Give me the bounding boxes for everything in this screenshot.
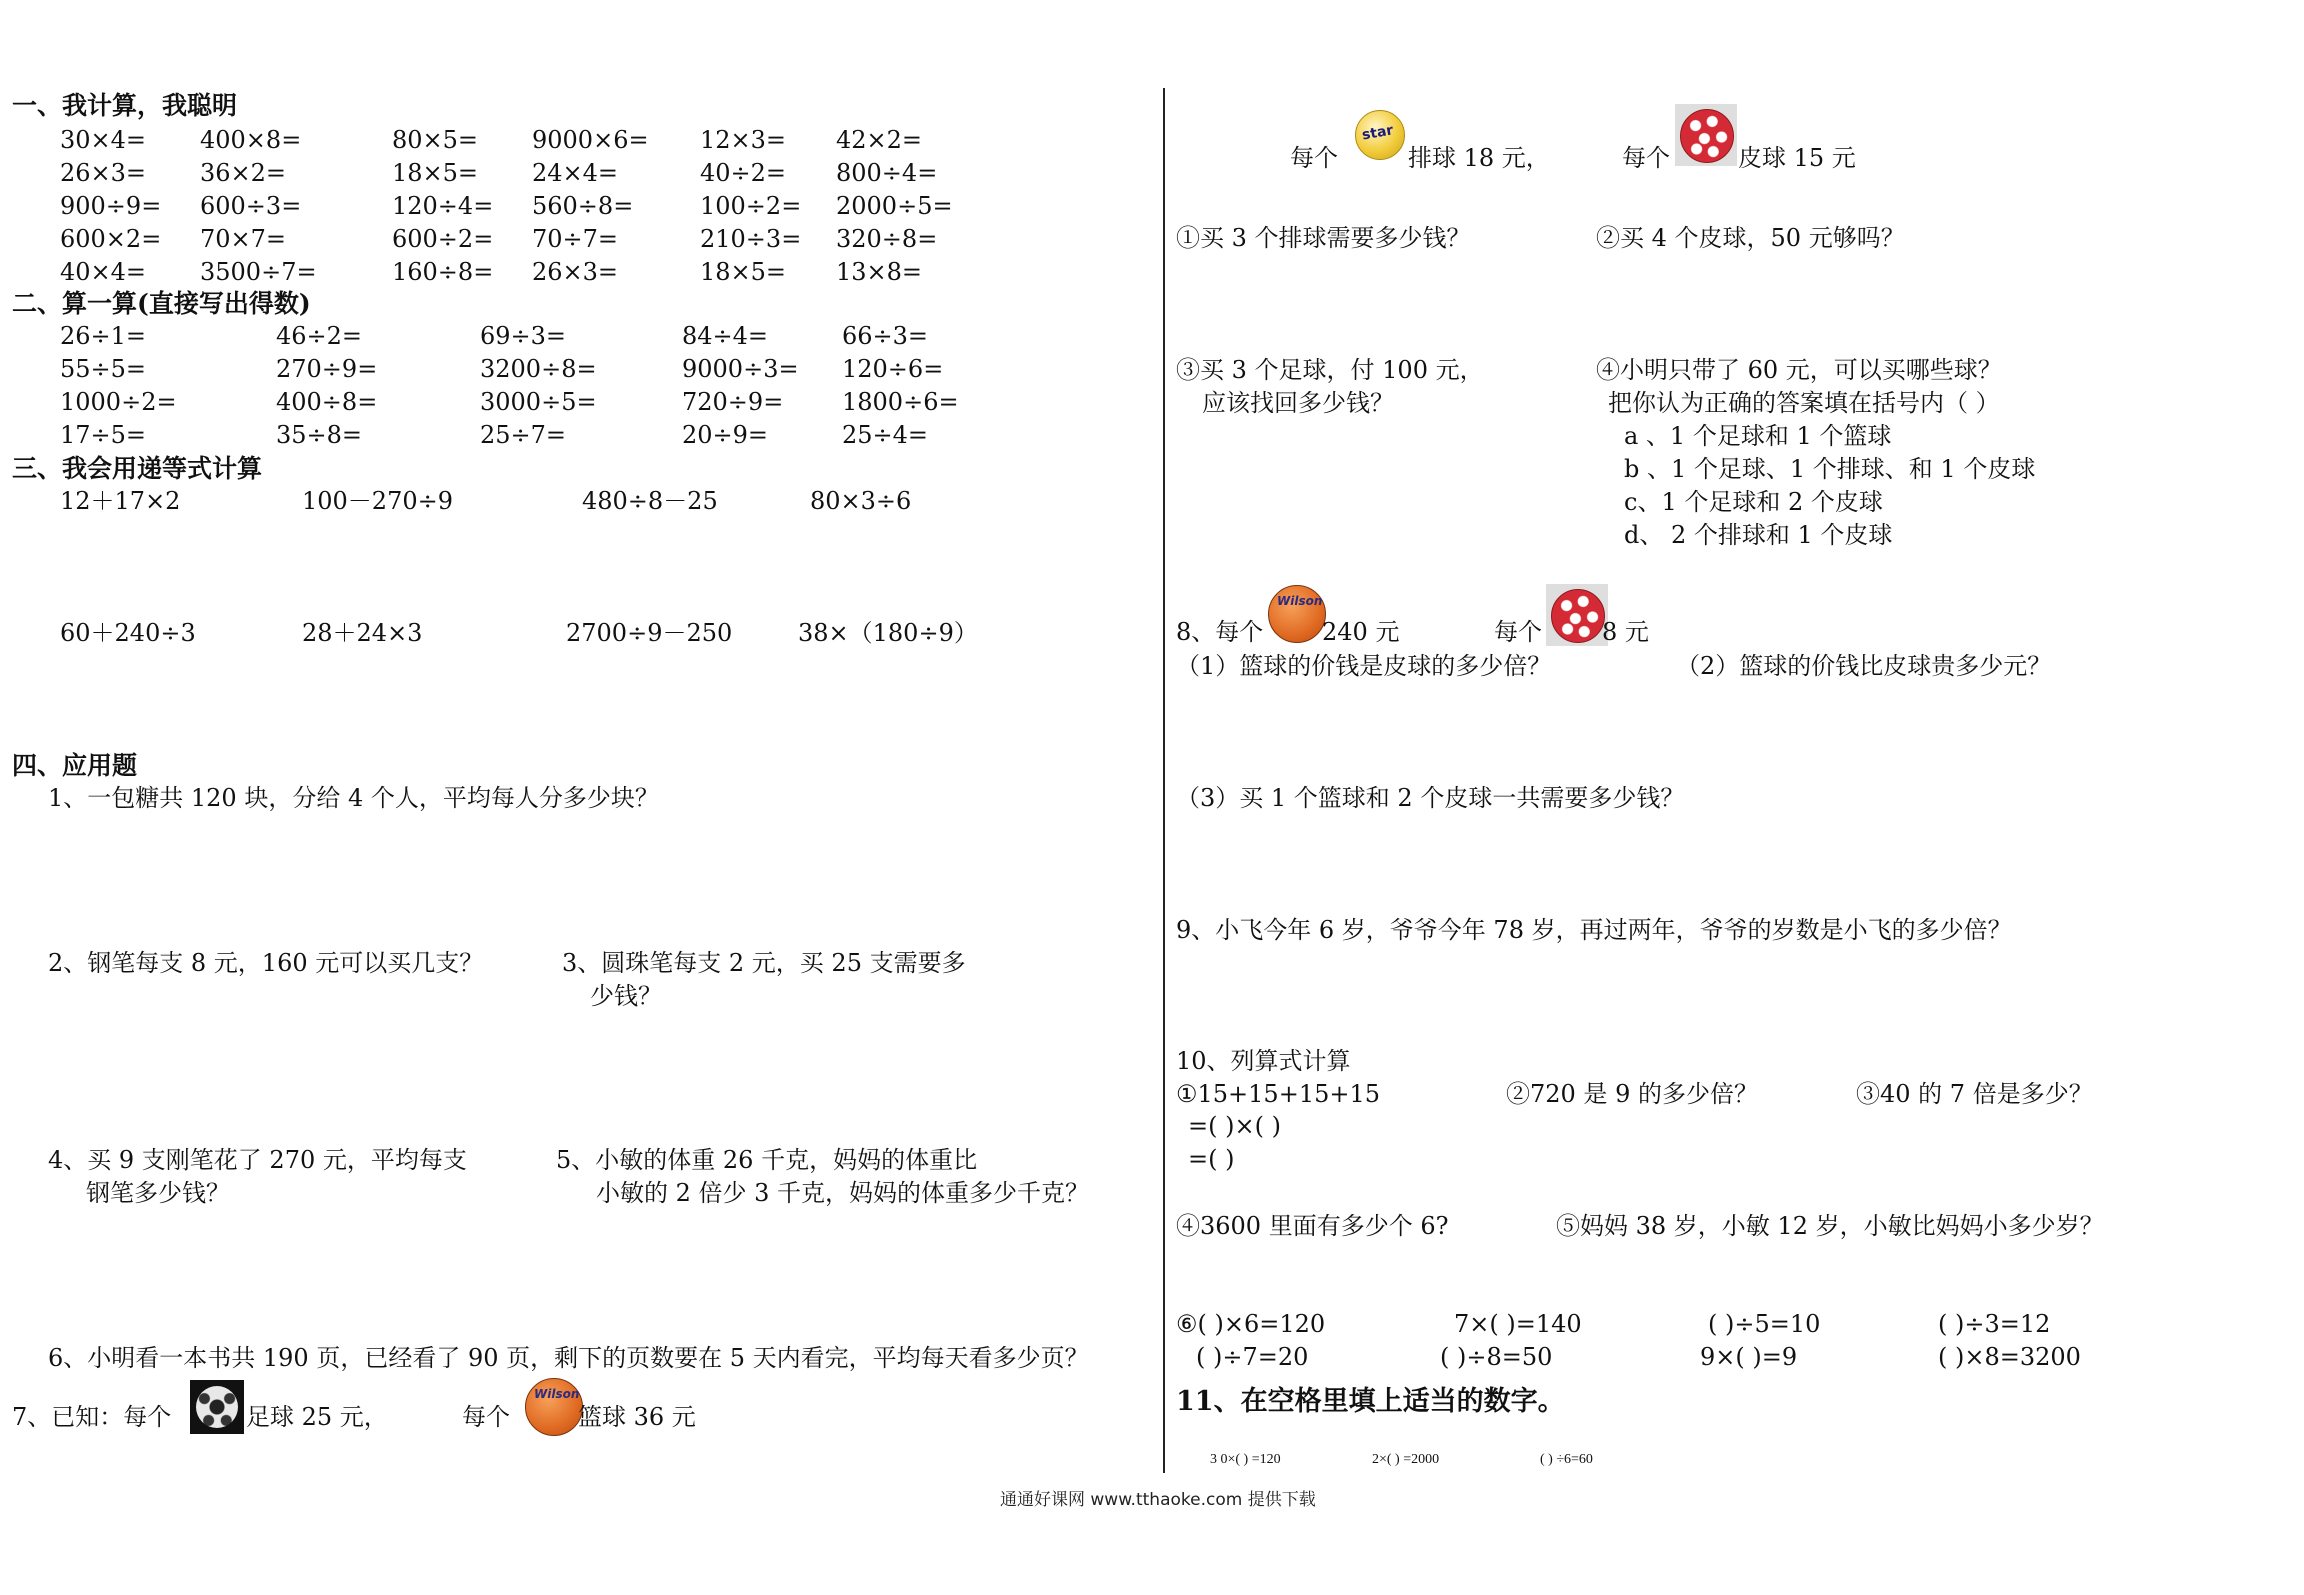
volleyball-icon: star (1355, 110, 1405, 160)
s2-r4-expr-1: 17÷5= (60, 421, 147, 449)
s1-r4-expr-4: 70÷7= (532, 225, 619, 253)
s1-r3-expr-4: 560÷8= (532, 192, 634, 220)
s1-r1-expr-3: 80×5= (392, 126, 479, 154)
question-8-each: 每个 (1494, 618, 1542, 646)
s1-r4-expr-5: 210÷3= (700, 225, 802, 253)
rubber-ball-icon (1675, 104, 1737, 166)
question-10-item-2: ②720 是 9 的多少倍？ (1506, 1080, 1758, 1108)
s2-r4-expr-3: 25÷7= (480, 421, 567, 449)
s1-r3-expr-1: 900÷9= (60, 192, 162, 220)
question-10-item-5: ⑤妈妈 38 岁，小敏 12 岁，小敏比妈妈小多少岁？ (1556, 1212, 2104, 1240)
s1-r5-expr-4: 26×3= (532, 258, 619, 286)
s3-r2-expr-2: 28＋24×3 (302, 619, 423, 647)
question-4-line-1: 4、买 9 支刚笔花了 270 元，平均每支 (48, 1146, 467, 1174)
q10-6-r1-expr-1: ⑥( )×6=120 (1176, 1310, 1326, 1338)
s1-r4-expr-3: 600÷2= (392, 225, 494, 253)
q10-6-r2-expr-3: 9×( )=9 (1700, 1343, 1798, 1371)
prices-each-1: 每个 (1290, 144, 1338, 172)
q10-6-r2-expr-1: ( )÷7=20 (1196, 1343, 1309, 1371)
right-question-3-line-1: ③买 3 个足球，付 100 元， (1176, 356, 1484, 384)
s2-r1-expr-1: 26÷1= (60, 322, 147, 350)
question-8-part-3: （3）买 1 个篮球和 2 个皮球一共需要多少钱？ (1176, 784, 1685, 812)
column-divider (1163, 88, 1165, 1473)
s1-r1-expr-6: 42×2= (836, 126, 923, 154)
section-2-title: 二、算一算(直接写出得数) (12, 289, 311, 318)
question-5-line-1: 5、小敏的体重 26 千克，妈妈的体重比 (556, 1146, 978, 1174)
s2-r4-expr-2: 35÷8= (276, 421, 363, 449)
right-question-3-line-2: 应该找回多少钱？ (1202, 389, 1394, 417)
s1-r1-expr-2: 400×8= (200, 126, 302, 154)
s2-r3-expr-4: 720÷9= (682, 388, 784, 416)
s1-r3-expr-3: 120÷4= (392, 192, 494, 220)
s1-r1-expr-4: 9000×6= (532, 126, 649, 154)
s1-r4-expr-1: 600×2= (60, 225, 162, 253)
s3-r1-expr-3: 480÷8－25 (582, 487, 718, 515)
s2-r4-expr-5: 25÷4= (842, 421, 929, 449)
question-11-item-3: ( ) ÷6=60 (1540, 1452, 1593, 1467)
right-question-2: ②买 4 个皮球，50 元够吗？ (1596, 224, 1905, 252)
prices-each-2: 每个 (1622, 144, 1670, 172)
volleyball-price: 排球 18 元， (1408, 144, 1550, 172)
s2-r3-expr-2: 400÷8= (276, 388, 378, 416)
s2-r1-expr-2: 46÷2= (276, 322, 363, 350)
question-8-rubber-price: 8 元 (1602, 618, 1649, 646)
question-8-prefix: 8、每个 (1176, 618, 1264, 646)
q10-6-r2-expr-4: ( )×8=3200 (1938, 1343, 2081, 1371)
s2-r2-expr-2: 270÷9= (276, 355, 378, 383)
footer-credit: 通通好课网 www.tthaoke.com 提供下载 (1000, 1490, 1316, 1510)
question-9: 9、小飞今年 6 岁，爷爷今年 78 岁，再过两年，爷爷的岁数是小飞的多少倍？ (1176, 916, 2012, 944)
question-2: 2、钢笔每支 8 元，160 元可以买几支？ (48, 949, 484, 977)
question-7-basketball-price: 篮球 36 元 (578, 1403, 696, 1431)
s3-r2-expr-3: 2700÷9－250 (566, 619, 733, 647)
s2-r1-expr-3: 69÷3= (480, 322, 567, 350)
basketball-icon: Wilson (525, 1378, 583, 1436)
s1-r2-expr-6: 800÷4= (836, 159, 938, 187)
question-8-basketball-price: 240 元 (1322, 618, 1400, 646)
s1-r2-expr-2: 36×2= (200, 159, 287, 187)
question-10-title: 10、列算式计算 (1176, 1047, 1351, 1075)
question-8-part-1: （1）篮球的价钱是皮球的多少倍？ (1176, 652, 1552, 680)
s2-r4-expr-4: 20÷9= (682, 421, 769, 449)
s2-r2-expr-4: 9000÷3= (682, 355, 799, 383)
s3-r1-expr-1: 12＋17×2 (60, 487, 181, 515)
q10-6-r1-expr-3: ( )÷5=10 (1708, 1310, 1821, 1338)
s1-r2-expr-3: 18×5= (392, 159, 479, 187)
s1-r2-expr-1: 26×3= (60, 159, 147, 187)
s2-r1-expr-4: 84÷4= (682, 322, 769, 350)
q10-6-r1-expr-2: 7×( )=140 (1454, 1310, 1582, 1338)
s2-r2-expr-5: 120÷6= (842, 355, 944, 383)
s1-r4-expr-2: 70×7= (200, 225, 287, 253)
question-4-line-2: 钢笔多少钱？ (86, 1179, 230, 1207)
s1-r5-expr-2: 3500÷7= (200, 258, 317, 286)
q10-6-r2-expr-2: ( )÷8=50 (1440, 1343, 1553, 1371)
rubber-ball-price: 皮球 15 元 (1738, 144, 1856, 172)
question-10-item-3: ③40 的 7 倍是多少？ (1856, 1080, 2093, 1108)
question-8-part-2: （2）篮球的价钱比皮球贵多少元？ (1676, 652, 2052, 680)
question-7-each: 每个 (462, 1403, 510, 1431)
question-1: 1、一包糖共 120 块，分给 4 个人，平均每人分多少块？ (48, 784, 659, 812)
s1-r3-expr-5: 100÷2= (700, 192, 802, 220)
s3-r2-expr-1: 60＋240÷3 (60, 619, 196, 647)
basketball-icon: Wilson (1268, 585, 1326, 643)
s1-r1-expr-1: 30×4= (60, 126, 147, 154)
question-10-item-1: ①15+15+15+15 (1176, 1080, 1380, 1108)
right-question-4-line-2: 把你认为正确的答案填在括号内（ ） (1608, 389, 2000, 417)
s2-r2-expr-1: 55÷5= (60, 355, 147, 383)
question-11-item-2: 2×( ) =2000 (1372, 1452, 1440, 1467)
question-10-fill-1: =( )×( ) (1188, 1112, 1281, 1140)
s2-r3-expr-1: 1000÷2= (60, 388, 177, 416)
question-11-item-1: 3 0×( ) =120 (1210, 1452, 1281, 1467)
soccer-ball-icon (190, 1380, 244, 1434)
s1-r5-expr-3: 160÷8= (392, 258, 494, 286)
s1-r2-expr-5: 40÷2= (700, 159, 787, 187)
question-7-soccer-price: 足球 25 元， (246, 1403, 388, 1431)
s1-r2-expr-4: 24×4= (532, 159, 619, 187)
right-question-1: ①买 3 个排球需要多少钱？ (1176, 224, 1471, 252)
s1-r5-expr-5: 18×5= (700, 258, 787, 286)
question-11-title: 11、在空格里填上适当的数字。 (1176, 1386, 1565, 1417)
s2-r2-expr-3: 3200÷8= (480, 355, 597, 383)
s3-r1-expr-2: 100－270÷9 (302, 487, 453, 515)
question-10-item-4: ④3600 里面有多少个 6? (1176, 1212, 1449, 1240)
s2-r3-expr-5: 1800÷6= (842, 388, 959, 416)
s1-r3-expr-6: 2000÷5= (836, 192, 953, 220)
question-3-line-2: 少钱？ (590, 982, 662, 1010)
question-5-line-2: 小敏的 2 倍少 3 千克，妈妈的体重多少千克？ (596, 1179, 1090, 1207)
s3-r2-expr-4: 38×（180÷9） (798, 619, 978, 647)
s1-r5-expr-1: 40×4= (60, 258, 147, 286)
s1-r3-expr-2: 600÷3= (200, 192, 302, 220)
section-1-title: 一、我计算，我聪明 (12, 91, 238, 120)
option-a: a 、1 个足球和 1 个篮球 (1624, 422, 1892, 450)
question-10-fill-2: =( ) (1188, 1145, 1235, 1173)
s1-r5-expr-6: 13×8= (836, 258, 923, 286)
question-7-prefix: 7、已知：每个 (12, 1403, 172, 1431)
section-3-title: 三、我会用递等式计算 (12, 454, 263, 483)
rubber-ball-icon (1546, 584, 1608, 646)
s1-r4-expr-6: 320÷8= (836, 225, 938, 253)
s2-r1-expr-5: 66÷3= (842, 322, 929, 350)
question-3-line-1: 3、圆珠笔每支 2 元，买 25 支需要多 (562, 949, 966, 977)
section-4-title: 四、应用题 (12, 751, 138, 780)
option-c: c、1 个足球和 2 个皮球 (1624, 488, 1883, 516)
s3-r1-expr-4: 80×3÷6 (810, 487, 912, 515)
option-b: b 、1 个足球、1 个排球、和 1 个皮球 (1624, 455, 2036, 483)
s2-r3-expr-3: 3000÷5= (480, 388, 597, 416)
q10-6-r1-expr-4: ( )÷3=12 (1938, 1310, 2051, 1338)
option-d: d、 2 个排球和 1 个皮球 (1624, 521, 1893, 549)
question-6: 6、小明看一本书共 190 页，已经看了 90 页，剩下的页数要在 5 天内看完，平均每天看多少页？ (48, 1344, 1089, 1372)
right-question-4-line-1: ④小明只带了 60 元，可以买哪些球？ (1596, 356, 2002, 384)
s1-r1-expr-5: 12×3= (700, 126, 787, 154)
